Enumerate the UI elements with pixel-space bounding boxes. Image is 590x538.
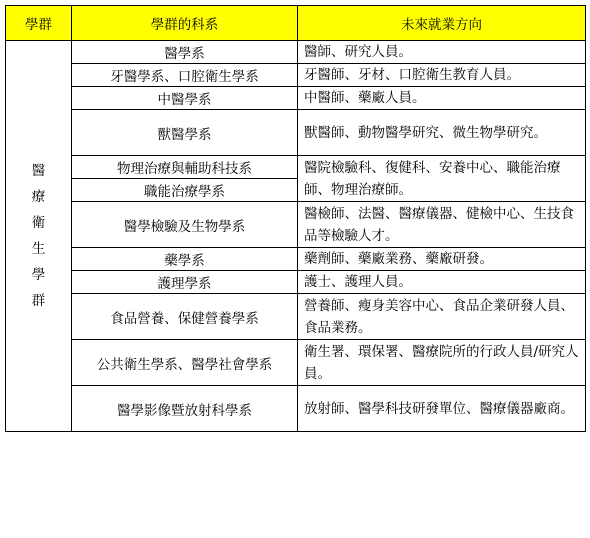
department-cell: 中醫學系 xyxy=(72,87,298,110)
table-row xyxy=(6,271,586,294)
department-cell: 護理學系 xyxy=(72,271,298,294)
table-row xyxy=(6,248,586,271)
career-cell: 藥劑師、藥廠業務、藥廠研發。 xyxy=(298,248,586,271)
department-cell: 職能治療學系 xyxy=(72,179,298,202)
career-cell: 放射師、醫學科技研發單位、醫療儀器廠商。 xyxy=(298,386,586,432)
department-cell: 物理治療與輔助科技系 xyxy=(72,156,298,179)
table-row xyxy=(6,64,586,87)
career-cell: 中醫師、藥廠人員。 xyxy=(298,87,586,110)
department-cell: 公共衛生學系、醫學社會學系 xyxy=(72,340,298,386)
table-row xyxy=(6,110,586,156)
group-name: 醫療衛生學群 xyxy=(31,163,46,309)
header-group: 學群 xyxy=(6,6,72,41)
career-cell: 醫檢師、法醫、醫療儀器、健檢中心、生技食品等檢驗人才。 xyxy=(298,202,586,248)
career-cell: 醫師、研究人員。 xyxy=(298,41,586,64)
career-cell: 護士、護理人員。 xyxy=(298,271,586,294)
career-cell: 牙醫師、牙材、口腔衛生教育人員。 xyxy=(298,64,586,87)
table-row xyxy=(6,156,586,179)
table-row xyxy=(6,202,586,248)
department-cell: 牙醫學系、口腔衛生學系 xyxy=(72,64,298,87)
table-row xyxy=(6,294,586,340)
career-cell: 衛生署、環保署、醫療院所的行政人員/研究人員。 xyxy=(298,340,586,386)
table-row xyxy=(6,386,586,432)
table-row xyxy=(6,87,586,110)
table-row xyxy=(6,41,586,64)
department-cell: 醫學影像暨放射科學系 xyxy=(72,386,298,432)
department-cell: 藥學系 xyxy=(72,248,298,271)
group-cell xyxy=(6,41,72,432)
department-cell: 獸醫學系 xyxy=(72,110,298,156)
departments-table xyxy=(5,5,586,432)
header-row xyxy=(6,6,586,41)
career-cell: 營養師、瘦身美容中心、食品企業研發人員、食品業務。 xyxy=(298,294,586,340)
department-cell: 食品營養、保健營養學系 xyxy=(72,294,298,340)
table-row xyxy=(6,340,586,386)
header-departments: 學群的科系 xyxy=(72,6,298,41)
career-cell: 醫院檢驗科、復健科、安養中心、職能治療師、物理治療師。 xyxy=(298,156,586,202)
career-cell: 獸醫師、動物醫學研究、微生物學研究。 xyxy=(298,110,586,156)
department-cell: 醫學系 xyxy=(72,41,298,64)
header-careers: 未來就業方向 xyxy=(298,6,586,41)
department-cell: 醫學檢驗及生物學系 xyxy=(72,202,298,248)
